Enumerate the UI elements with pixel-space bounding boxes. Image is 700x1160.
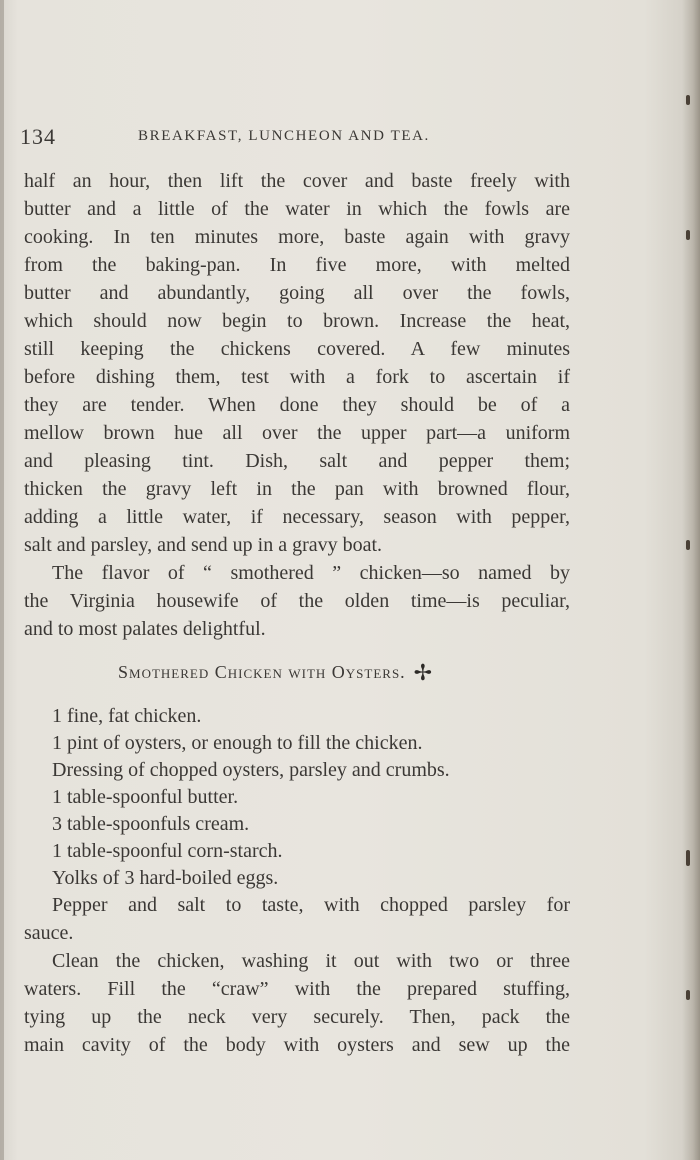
body-text — [24, 167, 570, 1059]
recipe-instructions — [24, 947, 570, 1059]
paragraph-flavor — [24, 559, 570, 643]
ingredient-item: 3 table-spoonfuls cream. — [52, 813, 250, 835]
margin-speck — [686, 230, 690, 240]
text-line: sauce. — [24, 922, 74, 944]
text-line: cooking. In ten minutes more, baste again with gravy — [24, 226, 570, 248]
text-line: butter and abundantly, going all over the fowls, — [24, 282, 570, 304]
text-line: which should now begin to brown. Increase the heat, — [24, 310, 570, 332]
margin-speck — [686, 990, 690, 1000]
page-left-edge — [0, 0, 4, 1160]
text-line: they are tender. When done they should be of a — [24, 394, 570, 416]
margin-speck — [686, 95, 690, 105]
ingredient-item: 1 table-spoonful butter. — [52, 786, 239, 808]
paragraph-continued — [24, 167, 570, 559]
text-line: Pepper and salt to taste, with chopped parsley for — [52, 894, 570, 916]
text-line: mellow brown hue all over the upper part—a uniform — [24, 422, 570, 444]
text-line: waters. Fill the “craw” with the prepared stuffing, — [24, 978, 570, 1000]
running-title: BREAKFAST, LUNCHEON AND TEA. — [138, 128, 430, 144]
text-line: salt and parsley, and send up in a gravy boat. — [24, 534, 383, 556]
recipe-title-text: Smothered Chicken with Oysters. — [118, 662, 406, 682]
text-line: thicken the gravy left in the pan with browned flour, — [24, 478, 570, 500]
recipe-title — [24, 658, 570, 692]
ingredient-list — [24, 702, 570, 891]
ingredient-item: 1 table-spoonful corn-starch. — [52, 840, 283, 862]
text-line: The flavor of “ smothered ” chicken—so named by — [52, 562, 570, 584]
ingredient-item: 1 pint of oysters, or enough to fill the chicken. — [52, 732, 423, 754]
text-line: adding a little water, if necessary, season with pepper, — [24, 506, 570, 528]
text-line: tying up the neck very securely. Then, pack the — [24, 1006, 570, 1028]
ingredient-item: Yolks of 3 hard-boiled eggs. — [52, 867, 279, 889]
cross-ornament-icon: ✢ — [413, 660, 434, 685]
text-line: still keeping the chickens covered. A few minutes — [24, 338, 570, 360]
page-header — [20, 124, 580, 154]
page-number: 134 — [20, 124, 56, 149]
text-line: butter and a little of the water in which the fowls are — [24, 198, 570, 220]
text-line: main cavity of the body with oysters and sew up the — [24, 1034, 570, 1056]
page-right-edge — [682, 0, 700, 1160]
text-line: the Virginia housewife of the olden time—is peculiar, — [24, 590, 570, 612]
margin-speck — [686, 540, 690, 550]
text-line: half an hour, then lift the cover and baste freely with — [24, 170, 570, 192]
text-line: and pleasing tint. Dish, salt and pepper them; — [24, 450, 570, 472]
text-line: from the baking-pan. In five more, with melted — [24, 254, 570, 276]
ingredient-item: Dressing of chopped oysters, parsley and crumbs. — [52, 759, 450, 781]
text-line: before dishing them, test with a fork to ascertain if — [24, 366, 570, 388]
ingredient-item: 1 fine, fat chicken. — [52, 705, 202, 727]
text-line: and to most palates delightful. — [24, 618, 266, 640]
text-line: Clean the chicken, washing it out with two or three — [52, 950, 570, 972]
margin-speck — [686, 850, 690, 866]
seasoning-note — [24, 891, 570, 947]
